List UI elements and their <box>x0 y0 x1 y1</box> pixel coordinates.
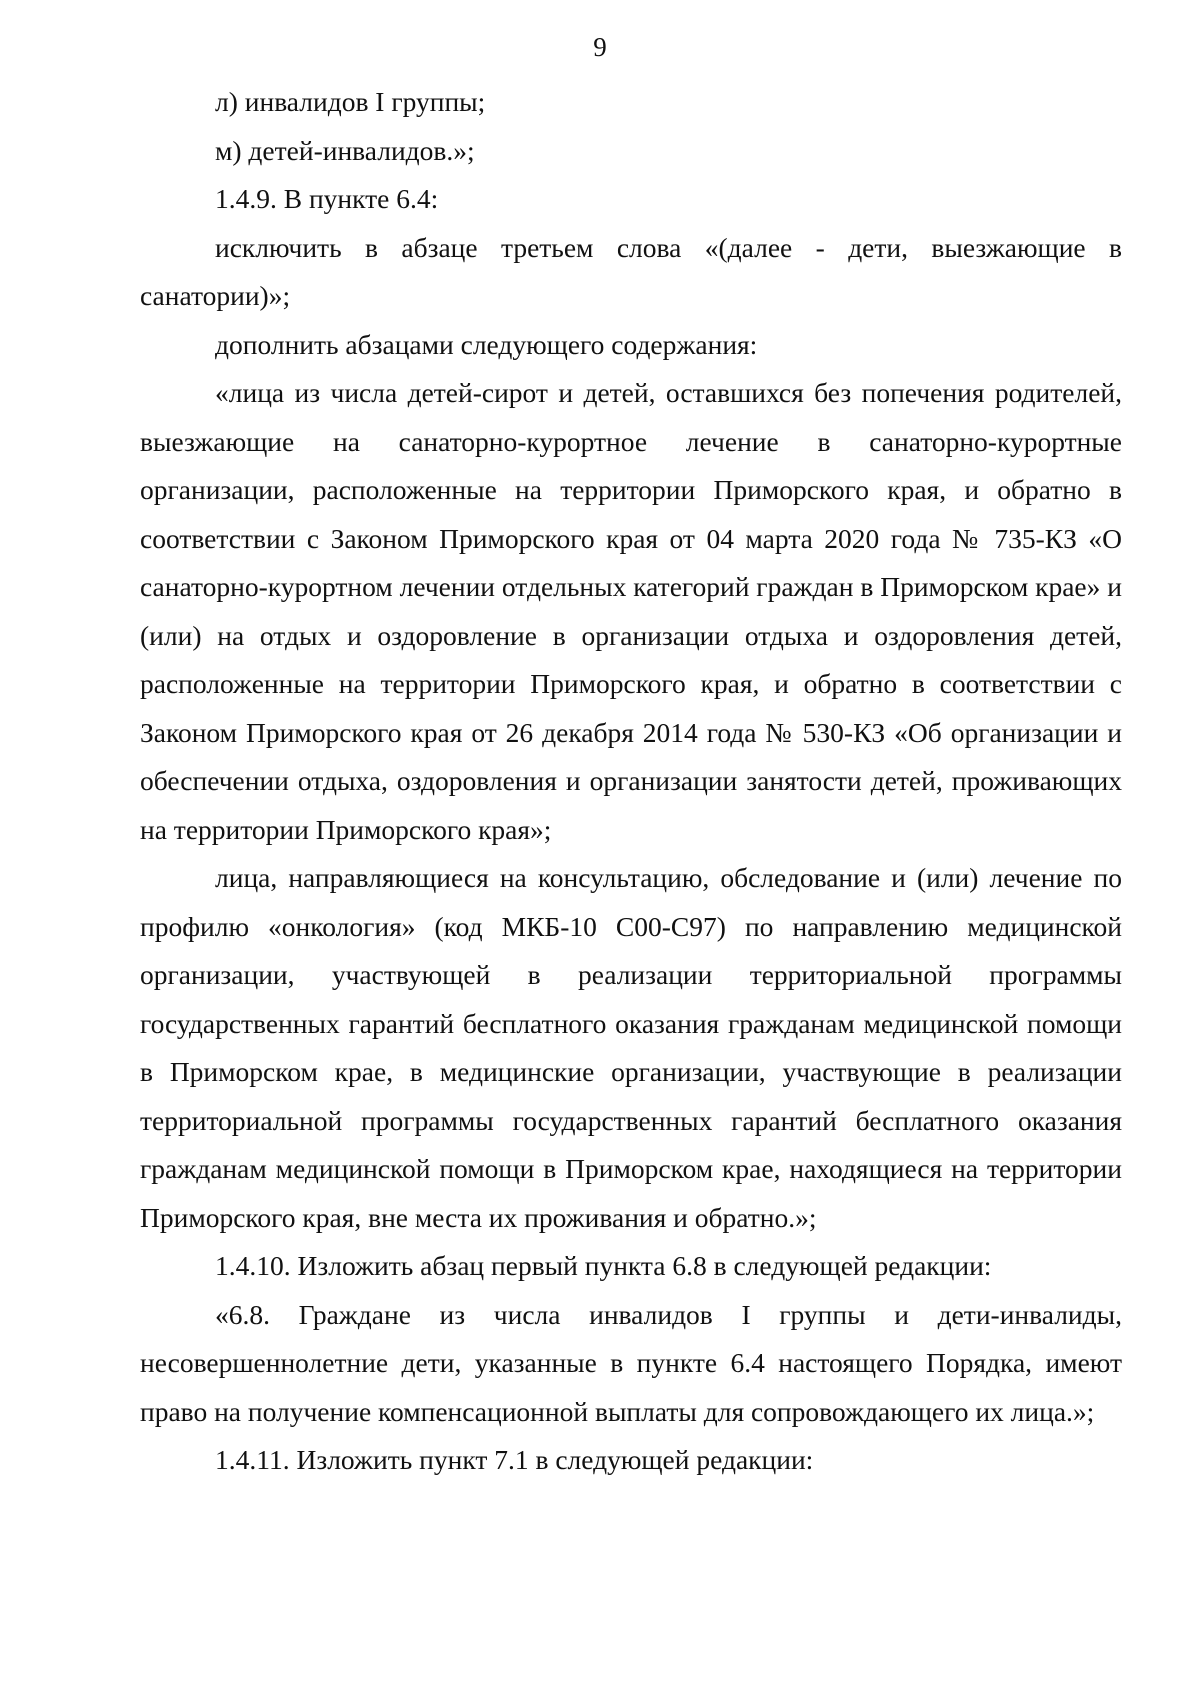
document-body <box>140 78 1122 1485</box>
paragraph-section-1-4-10: 1.4.10. Изложить абзац первый пункта 6.8 в следующей редакции: <box>215 1250 992 1281</box>
paragraph-item-l: л) инвалидов I группы; <box>215 86 486 117</box>
paragraph-add-intro: дополнить абзацами следующего содержания: <box>215 328 758 360</box>
paragraph-section-1-4-11: 1.4.11. Изложить пункт 7.1 в следующей редакции: <box>215 1444 814 1475</box>
paragraph-exclude-words: исключить в абзаце третьем слова «(далее - дети, выезжающие в санатории)»; <box>140 231 1122 311</box>
paragraph-section-1-4-9: 1.4.9. В пункте 6.4: <box>215 183 439 214</box>
paragraph-oncology: лица, направляющиеся на консультацию, обследование и (или) лечение по профилю «онкология» (код МКБ-10 С00-С97) по направлению медицинской организации, участвующей в реализации территориальной программы государственных гарантий бесплатного оказания гражданам медицинской помощи в Приморском крае, в медицинские организации, участвующие в реализации территориальной программы государственных гарантий бесплатного оказания гражданам медицинской помощи в Приморском крае, находящиеся на территории Приморского края, вне места их проживания и обратно.»; <box>140 862 1122 1233</box>
page-number: 9 <box>593 32 607 62</box>
paragraph-item-m: м) детей-инвалидов.»; <box>215 134 475 166</box>
paragraph-orphans: «лица из числа детей-сирот и детей, оставшихся без попечения родителей, выезжающие на санаторно-курортное лечение в санаторно-курортные организации, расположенные на территории Приморского края, и обратно в соответствии с Законом Приморского края от 04 марта 2020 года № 735-КЗ «О санаторно-курортном лечении отдельных категорий граждан в Приморском крае» и (или) на отдых и оздоровление в организации отдыха и оздоровления детей, расположенные на территории Приморского края, и обратно в соответствии с Законом Приморского края от 26 декабря 2014 года № 530-КЗ «Об организации и обеспечении отдыха, оздоровления и организации занятости детей, проживающих на территории Приморского края»; <box>140 377 1122 845</box>
paragraph-6-8: «6.8. Граждане из числа инвалидов I группы и дети-инвалиды, несовершеннолетние дети, указанные в пункте 6.4 настоящего Порядка, имеют право на получение компенсационной выплаты для сопровождающего их лица.»; <box>140 1298 1122 1427</box>
